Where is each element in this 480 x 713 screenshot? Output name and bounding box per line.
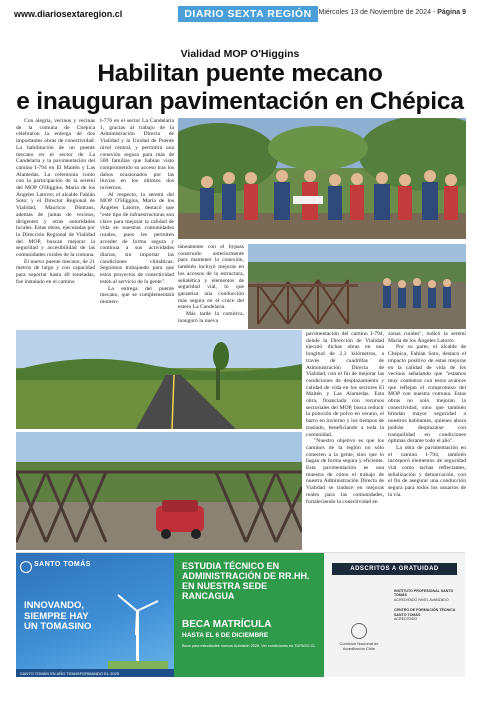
group-photo <box>178 118 466 239</box>
paragraph: "Nuestro objetivo es que los caminos de la región no sólo conecten a la gente, sino que lo hagan de forma segura y eficiente. Esta pavimentación es una muestra de cómo el trabajo de nuestra Administración Directa de Vialidad se traduce en mejoras reales para las comunidades, fortaleciendo la conectividad en <box>306 438 384 505</box>
ad-beca: BECA MATRÍCULA <box>182 619 272 630</box>
ad-middle-panel <box>174 553 324 677</box>
ad-conditions: Beca para estudiantes nuevos Admisión 2025. Ver condiciones en TUPASO.CL <box>182 644 316 648</box>
headline-line-1: Habilitan puente mecano <box>97 60 383 87</box>
ad-logo-text: SANTO TOMÁS <box>34 561 91 568</box>
cna-logo: Comisión Nacional de Acreditación Chile <box>334 623 384 651</box>
ad-title: ESTUDIA TÉCNICO EN ADMINISTRACIÓN DE RR.HH. EN NUESTRA SEDE RANCAGUA <box>182 561 310 601</box>
car-bridge-photo <box>16 432 302 550</box>
paragraph: La obra de pavimentación en el camino I-794, también incorporó elementos de seguridad vial como tachas reflectantes, señalización y demarcación, con el fin de asegurar una conducción segura para todos los usuarios de la vía. <box>388 444 466 498</box>
masthead: DIARIO SEXTA REGIÓN <box>178 6 318 22</box>
ad-accreditation: INSTITUTO PROFESIONAL SANTO TOMÁS ACREDITADO NIVEL AVANZADO CENTRO DE FORMACIÓN TÉCNICA SANTO TOMÁS ACREDITADO <box>394 589 456 622</box>
article-column-3-top <box>178 244 244 326</box>
road-photo <box>16 330 302 429</box>
article-kicker: Vialidad MOP O'Higgins <box>180 48 300 60</box>
ad-strip: SANTO TOMÁS EN AÑO TRANSFORMANDO EL 2025 <box>16 669 174 677</box>
ad-deadline: HASTA EL 6 DE DICIEMBRE <box>182 632 269 639</box>
ad-right-panel <box>324 553 465 677</box>
paragraph: zonas rurales", indicó la seremi María de los Ángeles Latorre. <box>388 331 466 344</box>
ad-left-panel <box>16 553 174 677</box>
ad-slogan: INNOVANDO, SIEMPRE HAY UN TOMASINO <box>24 600 92 632</box>
ad-gratuidad-badge: ADSCRITOS A GRATUIDAD <box>332 563 457 575</box>
article-column-1 <box>16 118 95 326</box>
cna-seal-icon <box>351 623 367 639</box>
paragraph: Más tarde la comitiva, inauguró la nueva <box>178 311 244 324</box>
wind-turbine-icon <box>108 591 168 671</box>
paragraph: táneamente con el bypass construido anteriormente para mantener la conexión, también incluyó mejoras en los accesos de la estructura, señalética y elementos de seguridad vial, lo que garantiza una conducción más segura en el cruce del estero La Candelaria. <box>178 244 244 311</box>
paragraph: pavimentación del camino I-794, donde la Dirección de Vialidad ejecutó dichas obras en una longitud de 2,3 kilómetros, a través de cuadrillas de Administración Directa de Vialidad, con el fin de mejorar las condiciones de desplazamiento y calidad de vida en los sectores El Maitén y Las Alamedas. Esta obra, financiada con recursos sectoriales del MOP, busca reducir la polución de polvo en verano, el barro en invierno y los tiempos de traslado, beneficiando a toda la comunidad. <box>306 331 384 438</box>
page-number: Página 9 <box>437 9 466 16</box>
santo-tomas-logo-icon <box>20 561 32 573</box>
headline-line-2: e inauguran pavimentación en Chépica <box>16 88 464 115</box>
article-column-2 <box>100 118 174 326</box>
advertisement-banner[interactable] <box>16 552 465 677</box>
page-header <box>14 6 466 22</box>
paragraph: La entrega del puente mecano, que se complementará momen- <box>100 285 174 305</box>
paragraph: El nuevo puente mecano, de 21 metros de largo y con capacidad para soportar hasta 40 toneladas, fue instalado en el camino <box>16 258 95 285</box>
paragraph: Al respecto, la seremi del MOP O'Higgins, María de los Ángeles Latorre, destacó que "este tipo de infraestructuras son clave para mejorar la calidad de vida en nuestras comunidades rurales, pues les permiten acceder de forma segura y continua a sus actividades diarias, sin importar las condiciones climáticas. Seguimos trabajando para que estos proyectos de conectividad estén al servicio de la gente". <box>100 191 174 285</box>
paragraph: Por su parte, el alcalde de Chépica, Fabián Soto, destacó el impacto positivo de estas mejoras en la calidad de vida de los vecinos señalando que "estamos muy contentos con estos avances que reflejan el compromiso del MOP con nuestra comuna. Estas obras no solo mejoran la conectividad, sino que también brindan mayor seguridad a nuestros habitantes, quienes ahora podrán desplazarse con tranquilidad en condiciones óptimas durante todo el año". <box>388 344 466 445</box>
article-column-3-bottom <box>306 331 384 551</box>
article-column-4 <box>388 331 466 551</box>
site-url[interactable]: www.diariosextaregion.cl <box>14 9 123 19</box>
article-headline <box>0 60 480 116</box>
paragraph: Con alegría, vecinos y vecinas de la comuna de Chépica celebraron la entrega de dos importantes obras de conectividad. La habilitación de un puente mecano en el sector de La Candelaria y la pavimentación del camino I-794 en El Maitén y Las Alamedas. La ceremonia contó con la participación de la seremi del MOP O'Higgins, María de los Ángeles Latorre; el alcalde Fabián Soto; y el Director Regional de Vialidad, Mauricio Díntrans, además de juntas de vecinos, dirigentes y otras autoridades locales. Estas obras, ejecutadas por la Dirección Regional de Vialidad del MOP, buscan mejorar la seguridad y accesibilidad de las comunidades rurales de la comuna. <box>16 118 95 259</box>
paragraph: I-776 en el sector La Candelaria 1, gracias al trabajo de la Administración Directa de Vialidad y la Unidad de Puente nivel central, y permitirá una conexión segura para más de 500 familias que habían visto comprometido su acceso tras los daños ocasionados por las lluvias en los últimos dos inviernos. <box>100 118 174 192</box>
bridge-people-photo <box>248 244 466 329</box>
issue-date: Miércoles 13 de Noviembre de 2024 - Página 9 <box>318 9 466 16</box>
